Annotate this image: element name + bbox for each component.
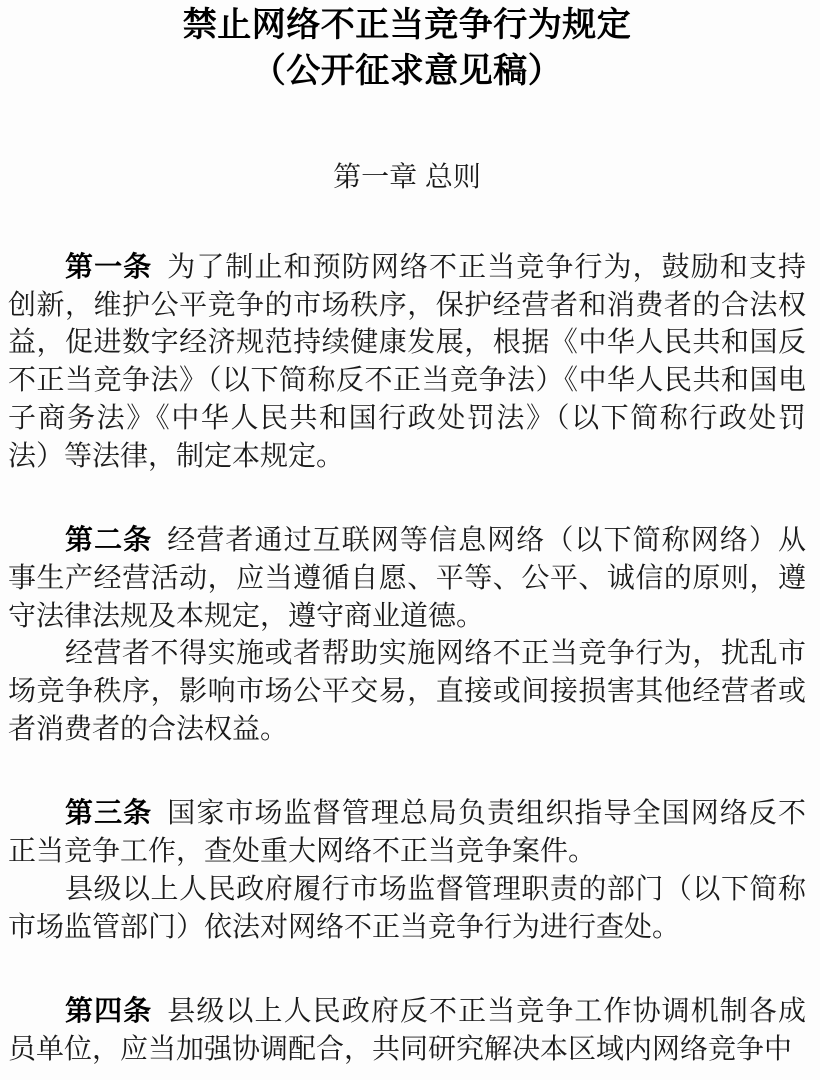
article-text: 经营者通过互联网等信息网络（以下简称网络）从事生产经营活动，应当遵循自愿、平等、公平、诚信的原则，遵守法律法规及本规定，遵守商业道德。 (8, 524, 806, 631)
article-paragraph (8, 794, 806, 869)
title-line-2: （公开征求意见稿） (251, 52, 563, 90)
article-number: 第四条 (65, 995, 153, 1027)
title-line-1: 禁止网络不正当竞争行为规定 (182, 6, 632, 44)
article-text: 经营者不得实施或者帮助实施网络不正当竞争行为，扰乱市场竞争秩序，影响市场公平交易，直接或间接损害其他经营者或者消费者的合法权益。 (8, 637, 806, 744)
document-body (8, 248, 806, 1068)
article-paragraph (8, 992, 806, 1067)
article-text: 县级以上人民政府履行市场监督管理职责的部门（以下简称市场监管部门）依法对网络不正当竞争行为进行查处。 (8, 872, 806, 942)
article-paragraph (8, 248, 806, 474)
article-paragraph (8, 870, 806, 945)
article-text: 为了制止和预防网络不正当竞争行为，鼓励和支持创新，维护公平竞争的市场秩序，保护经营者和消费者的合法权益，促进数字经济规范持续健康发展，根据《中华人民共和国反不正当竞争法》（以下简称反不正当竞争法）《中华人民共和国电子商务法》《中华人民共和国行政处罚法》（以下简称行政处罚法）等法律，制定本规定。 (8, 251, 806, 471)
chapter-heading: 第一章 总则 (333, 161, 481, 192)
article-text: 县级以上人民政府反不正当竞争工作协调机制各成员单位，应当加强协调配合，共同研究解决本区域内网络竞争中 (8, 995, 806, 1064)
article-paragraph (8, 634, 806, 747)
article-number: 第二条 (65, 524, 153, 556)
article-number: 第一条 (65, 251, 153, 282)
document-title (8, 2, 806, 94)
article-number: 第三条 (65, 797, 153, 829)
article-paragraph (8, 521, 806, 634)
article-text: 国家市场监督管理总局负责组织指导全国网络反不正当竞争工作，查处重大网络不正当竞争案件。 (8, 797, 806, 867)
